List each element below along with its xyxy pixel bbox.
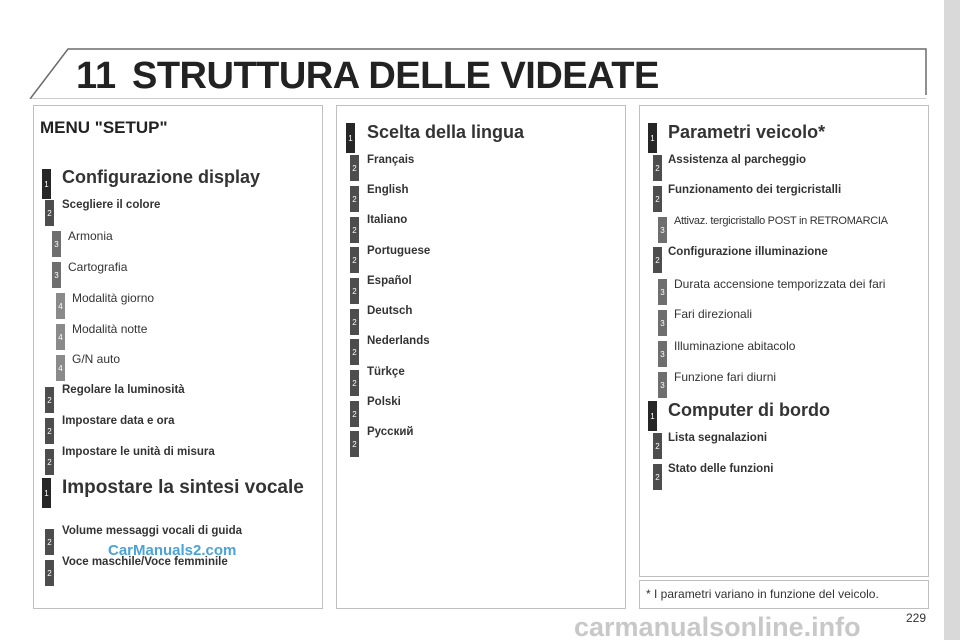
footnote-box xyxy=(639,580,929,609)
level-marker: 2 xyxy=(350,155,359,181)
menu-item: Polski xyxy=(367,396,401,408)
level-marker: 2 xyxy=(45,560,54,586)
menu-item: Fari direzionali xyxy=(674,307,753,321)
carmanuals-watermark: CarManuals2.com xyxy=(108,542,237,559)
level-marker: 2 xyxy=(350,309,359,335)
menu-item: Assistenza al parcheggio xyxy=(668,154,807,166)
language-panel xyxy=(336,105,626,609)
setup-panel xyxy=(33,105,323,609)
menu-item: Cartografia xyxy=(68,260,128,274)
level-marker: 2 xyxy=(653,186,662,212)
menu-item: Nederlands xyxy=(367,335,430,347)
footnote-text: * I parametri variano in funzione del veicolo. xyxy=(646,587,879,601)
menu-item: Funzione fari diurni xyxy=(674,370,777,384)
level-marker: 1 xyxy=(346,123,355,153)
menu-item: Scegliere il colore xyxy=(62,199,161,211)
menu-item: Portuguese xyxy=(367,245,431,257)
menu-item: Impostare data e ora xyxy=(62,415,175,427)
menu-item: Attivaz. tergicristallo POST in RETROMARCIA xyxy=(674,215,888,227)
level-marker: 2 xyxy=(45,418,54,444)
menu-item: Volume messaggi vocali di guida xyxy=(62,525,243,537)
page-number: 229 xyxy=(906,611,927,625)
level-marker: 1 xyxy=(42,478,51,508)
level-marker: 3 xyxy=(658,341,667,367)
menu-item: Voce maschile/Voce femminile xyxy=(62,556,228,568)
page-edge-strip xyxy=(944,0,960,640)
level-marker: 2 xyxy=(45,387,54,413)
menu-item: Modalità notte xyxy=(72,322,148,336)
level-marker: 3 xyxy=(658,279,667,305)
level-marker: 1 xyxy=(648,401,657,431)
site-watermark: carmanualsonline.info xyxy=(574,612,861,642)
menu-item: Configurazione display xyxy=(62,167,261,187)
chapter-title: STRUTTURA DELLE VIDEATE xyxy=(132,55,659,97)
level-marker: 2 xyxy=(350,401,359,427)
setup-menu-title: MENU "SETUP" xyxy=(40,118,168,137)
menu-item: G/N auto xyxy=(72,352,121,366)
vehicle-panel xyxy=(639,105,929,577)
menu-item: Italiano xyxy=(367,214,408,226)
menu-item: Deutsch xyxy=(367,305,413,317)
level-marker: 2 xyxy=(653,155,662,181)
level-marker: 4 xyxy=(56,293,65,319)
level-marker: 2 xyxy=(653,247,662,273)
level-marker: 4 xyxy=(56,355,65,381)
level-marker: 2 xyxy=(350,186,359,212)
level-marker: 3 xyxy=(658,310,667,336)
level-marker: 3 xyxy=(52,262,61,288)
menu-item: Funzionamento dei tergicristalli xyxy=(668,184,842,196)
menu-item: Scelta della lingua xyxy=(367,122,525,142)
menu-item: Regolare la luminosità xyxy=(62,384,185,396)
menu-item: Español xyxy=(367,275,412,287)
level-marker: 2 xyxy=(350,247,359,273)
level-marker: 2 xyxy=(653,464,662,490)
level-marker: 4 xyxy=(56,324,65,350)
menu-item: Computer di bordo xyxy=(668,400,830,420)
menu-item: Durata accensione temporizzata dei fari xyxy=(674,277,886,291)
level-marker: 2 xyxy=(350,370,359,396)
level-marker: 2 xyxy=(350,217,359,243)
menu-item: Русский xyxy=(367,426,414,438)
menu-item: Lista segnalazioni xyxy=(668,432,768,444)
menu-item: Illuminazione abitacolo xyxy=(674,339,796,353)
menu-item: Armonia xyxy=(68,229,113,243)
menu-item: Impostare le unità di misura xyxy=(62,446,215,458)
menu-item: Configurazione illuminazione xyxy=(668,246,828,258)
level-marker: 3 xyxy=(658,372,667,398)
level-marker: 2 xyxy=(45,200,54,226)
menu-item: English xyxy=(367,184,409,196)
menu-item: Türkçe xyxy=(367,366,405,378)
level-marker: 3 xyxy=(658,217,667,243)
menu-item: Modalità giorno xyxy=(72,291,155,305)
level-marker: 3 xyxy=(52,231,61,257)
level-marker: 2 xyxy=(45,529,54,555)
menu-item: Stato delle funzioni xyxy=(668,463,774,475)
level-marker: 1 xyxy=(648,123,657,153)
level-marker: 1 xyxy=(42,169,51,199)
level-marker: 2 xyxy=(350,278,359,304)
chapter-number: 11 xyxy=(76,55,117,97)
menu-item: Impostare la sintesi vocale xyxy=(62,477,304,498)
menu-item: Parametri veicolo* xyxy=(668,122,826,142)
menu-item: Français xyxy=(367,154,415,166)
level-marker: 2 xyxy=(350,339,359,365)
level-marker: 2 xyxy=(350,431,359,457)
level-marker: 2 xyxy=(45,449,54,475)
level-marker: 2 xyxy=(653,433,662,459)
